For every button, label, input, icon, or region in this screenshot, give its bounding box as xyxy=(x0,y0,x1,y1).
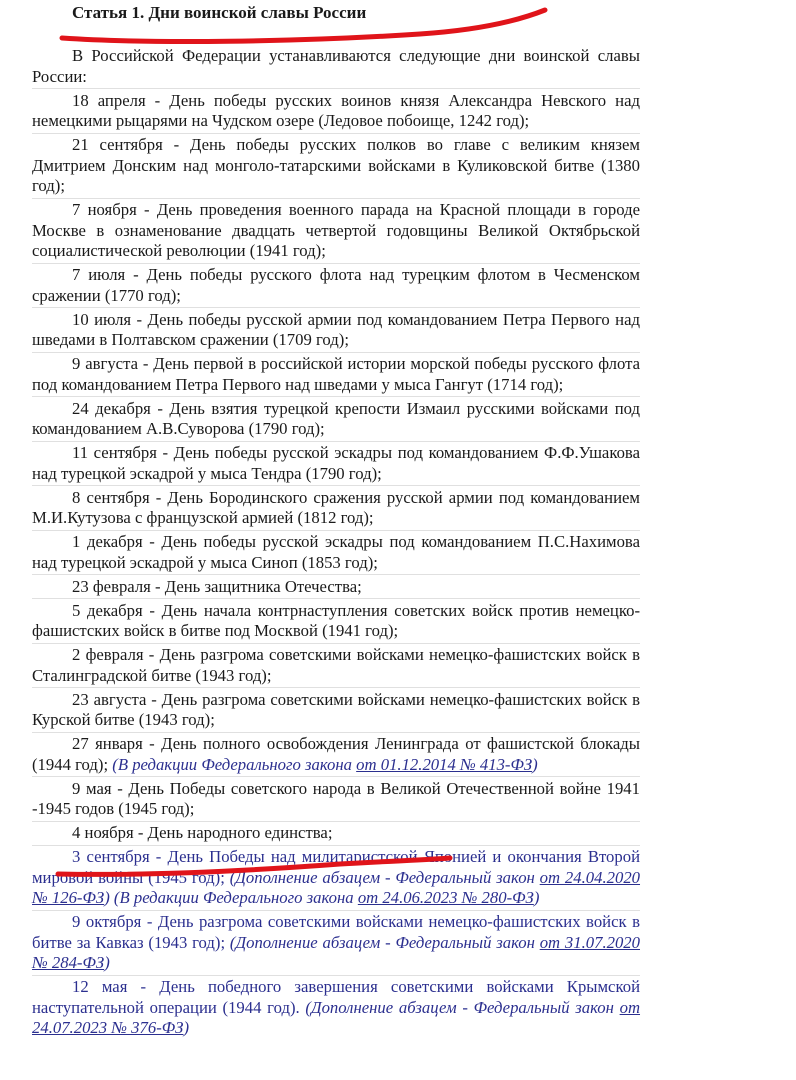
paragraph-text: 10 июля - День победы русской армии под командованием Петра Первого над шведами в Полтавском сражении (1709 год); xyxy=(32,309,640,349)
paragraph-sep-21 xyxy=(32,135,640,199)
paragraph-feb-2 xyxy=(32,645,640,688)
paragraph-may-12 xyxy=(32,977,640,1040)
paragraph-intro xyxy=(32,46,640,89)
paragraph-text: 23 августа - День разгрома советскими войсками немецко-фашистских войск в Курской битве (1943 год); xyxy=(32,689,640,729)
paragraph-may-9 xyxy=(32,779,640,822)
paragraph-text: 21 сентября - День победы русских полков во главе с великим князем Дмитрием Донским над монголо-татарскими войсками в Куликовской битве (1380 год); xyxy=(32,135,640,195)
paragraph-text: 8 сентября - День Бородинского сражения русской армии под командованием М.И.Кутузова с французской армией (1812 год); xyxy=(32,487,640,527)
paragraph-aug-23 xyxy=(32,690,640,733)
paragraph-apr-18 xyxy=(32,91,640,134)
law-link[interactable]: от 24.06.2023 № 280-ФЗ xyxy=(357,888,534,907)
paragraph-text: 3 сентября - День Победы над милитаристской Японией и окончания Второй мировой войны (1945 год); xyxy=(32,847,640,887)
law-link[interactable]: от 31.07.2020 № 284-ФЗ xyxy=(32,932,640,972)
paragraph-text: 11 сентября - День победы русской эскадры под командованием Ф.Ф.Ушакова над турецкой эскадрой у мыса Тендра (1790 год); xyxy=(32,443,640,483)
paragraph-text: 24 декабря - День взятия турецкой крепости Измаил русскими войсками под командованием А.В.Суворова (1790 год); xyxy=(32,398,640,438)
paragraph-text: 7 ноября - День проведения военного парада на Красной площади в городе Москве в ознаменование двадцать четвертой годовщины Великой Октябрьской социалистической революции (1941 год); xyxy=(32,200,640,260)
paragraph-nov-4 xyxy=(32,823,640,846)
paragraph-text: 12 мая - День победного завершения советскими войсками Крымской наступательной операции (1944 год). xyxy=(32,977,640,1017)
paragraph-dec-1 xyxy=(32,532,640,575)
paragraph-jul-7 xyxy=(32,265,640,308)
paragraph-text: В Российской Федерации устанавливаются следующие дни воинской славы России: xyxy=(32,46,640,86)
paragraph-dec-24 xyxy=(32,399,640,442)
paragraph-text: 7 июля - День победы русского флота над турецким флотом в Чесменском сражении (1770 год); xyxy=(32,265,640,305)
paragraph-feb-23 xyxy=(32,577,640,600)
paragraph-sep-3 xyxy=(32,847,640,911)
amendment-note: (Дополнение абзацем - Федеральный закон от 24.07.2023 № 376-ФЗ) xyxy=(32,997,641,1037)
paragraph-text: 9 октября - День разгрома советскими войсками немецко-фашистских войск в битве за Кавказ (1943 год); xyxy=(32,912,640,952)
amendment-note: (В редакции Федерального закона от 01.12.2014 № 413-ФЗ) xyxy=(112,754,538,774)
law-link[interactable]: от 24.04.2020 № 126-ФЗ xyxy=(32,867,641,907)
paragraph-text: 9 августа - День первой в российской истории морской победы русского флота под командованием Петра Первого над шведами у мыса Гангут (1714 год); xyxy=(32,354,640,394)
paragraph-sep-8 xyxy=(32,488,640,531)
paragraph-oct-9 xyxy=(32,912,640,976)
paragraph-text: 2 февраля - День разгрома советскими войсками немецко-фашистских войск в Сталинградской битве (1943 год); xyxy=(32,645,640,685)
paragraph-text: 23 февраля - День защитника Отечества; xyxy=(72,576,362,596)
article-title: Статья 1. Дни воинской славы России xyxy=(72,3,367,22)
paragraph-text: 18 апреля - День победы русских воинов князя Александра Невского над немецкими рыцарями на Чудском озере (Ледовое побоище, 1242 год); xyxy=(32,90,640,130)
paragraph-sep-11 xyxy=(32,443,640,486)
paragraph-dec-5 xyxy=(32,601,640,644)
law-link[interactable]: от 24.07.2023 № 376-ФЗ xyxy=(32,997,641,1037)
amendment-note: (Дополнение абзацем - Федеральный закон от 31.07.2020 № 284-ФЗ) xyxy=(32,932,640,972)
paragraph-text: 27 января - День полного освобождения Ленинграда от фашистской блокады (1944 год); xyxy=(32,734,640,774)
article-body xyxy=(32,46,640,1041)
paragraph-jan-27 xyxy=(32,734,640,777)
paragraph-text: 9 мая - День Победы советского народа в Великой Отечественной войне 1941 -1945 годов (1945 год); xyxy=(32,778,640,818)
paragraph-text: 4 ноября - День народного единства; xyxy=(72,823,333,842)
paragraph-text: 1 декабря - День победы русской эскадры под командованием П.С.Нахимова над турецкой эскадрой у мыса Синоп (1853 год); xyxy=(32,532,640,572)
paragraph-nov-7 xyxy=(32,200,640,264)
paragraph-aug-9 xyxy=(32,354,640,397)
paragraph-jul-10 xyxy=(32,310,640,353)
amendment-note: (Дополнение абзацем - Федеральный закон от 24.04.2020 № 126-ФЗ) (В редакции Федерального закона от 24.06.2023 № 280-ФЗ) xyxy=(32,867,641,907)
law-link[interactable]: от 01.12.2014 № 413-ФЗ xyxy=(356,754,533,774)
paragraph-text: 5 декабря - День начала контрнаступления советских войск против немецко-фашистских войск в битве под Москвой (1941 год); xyxy=(32,600,640,640)
